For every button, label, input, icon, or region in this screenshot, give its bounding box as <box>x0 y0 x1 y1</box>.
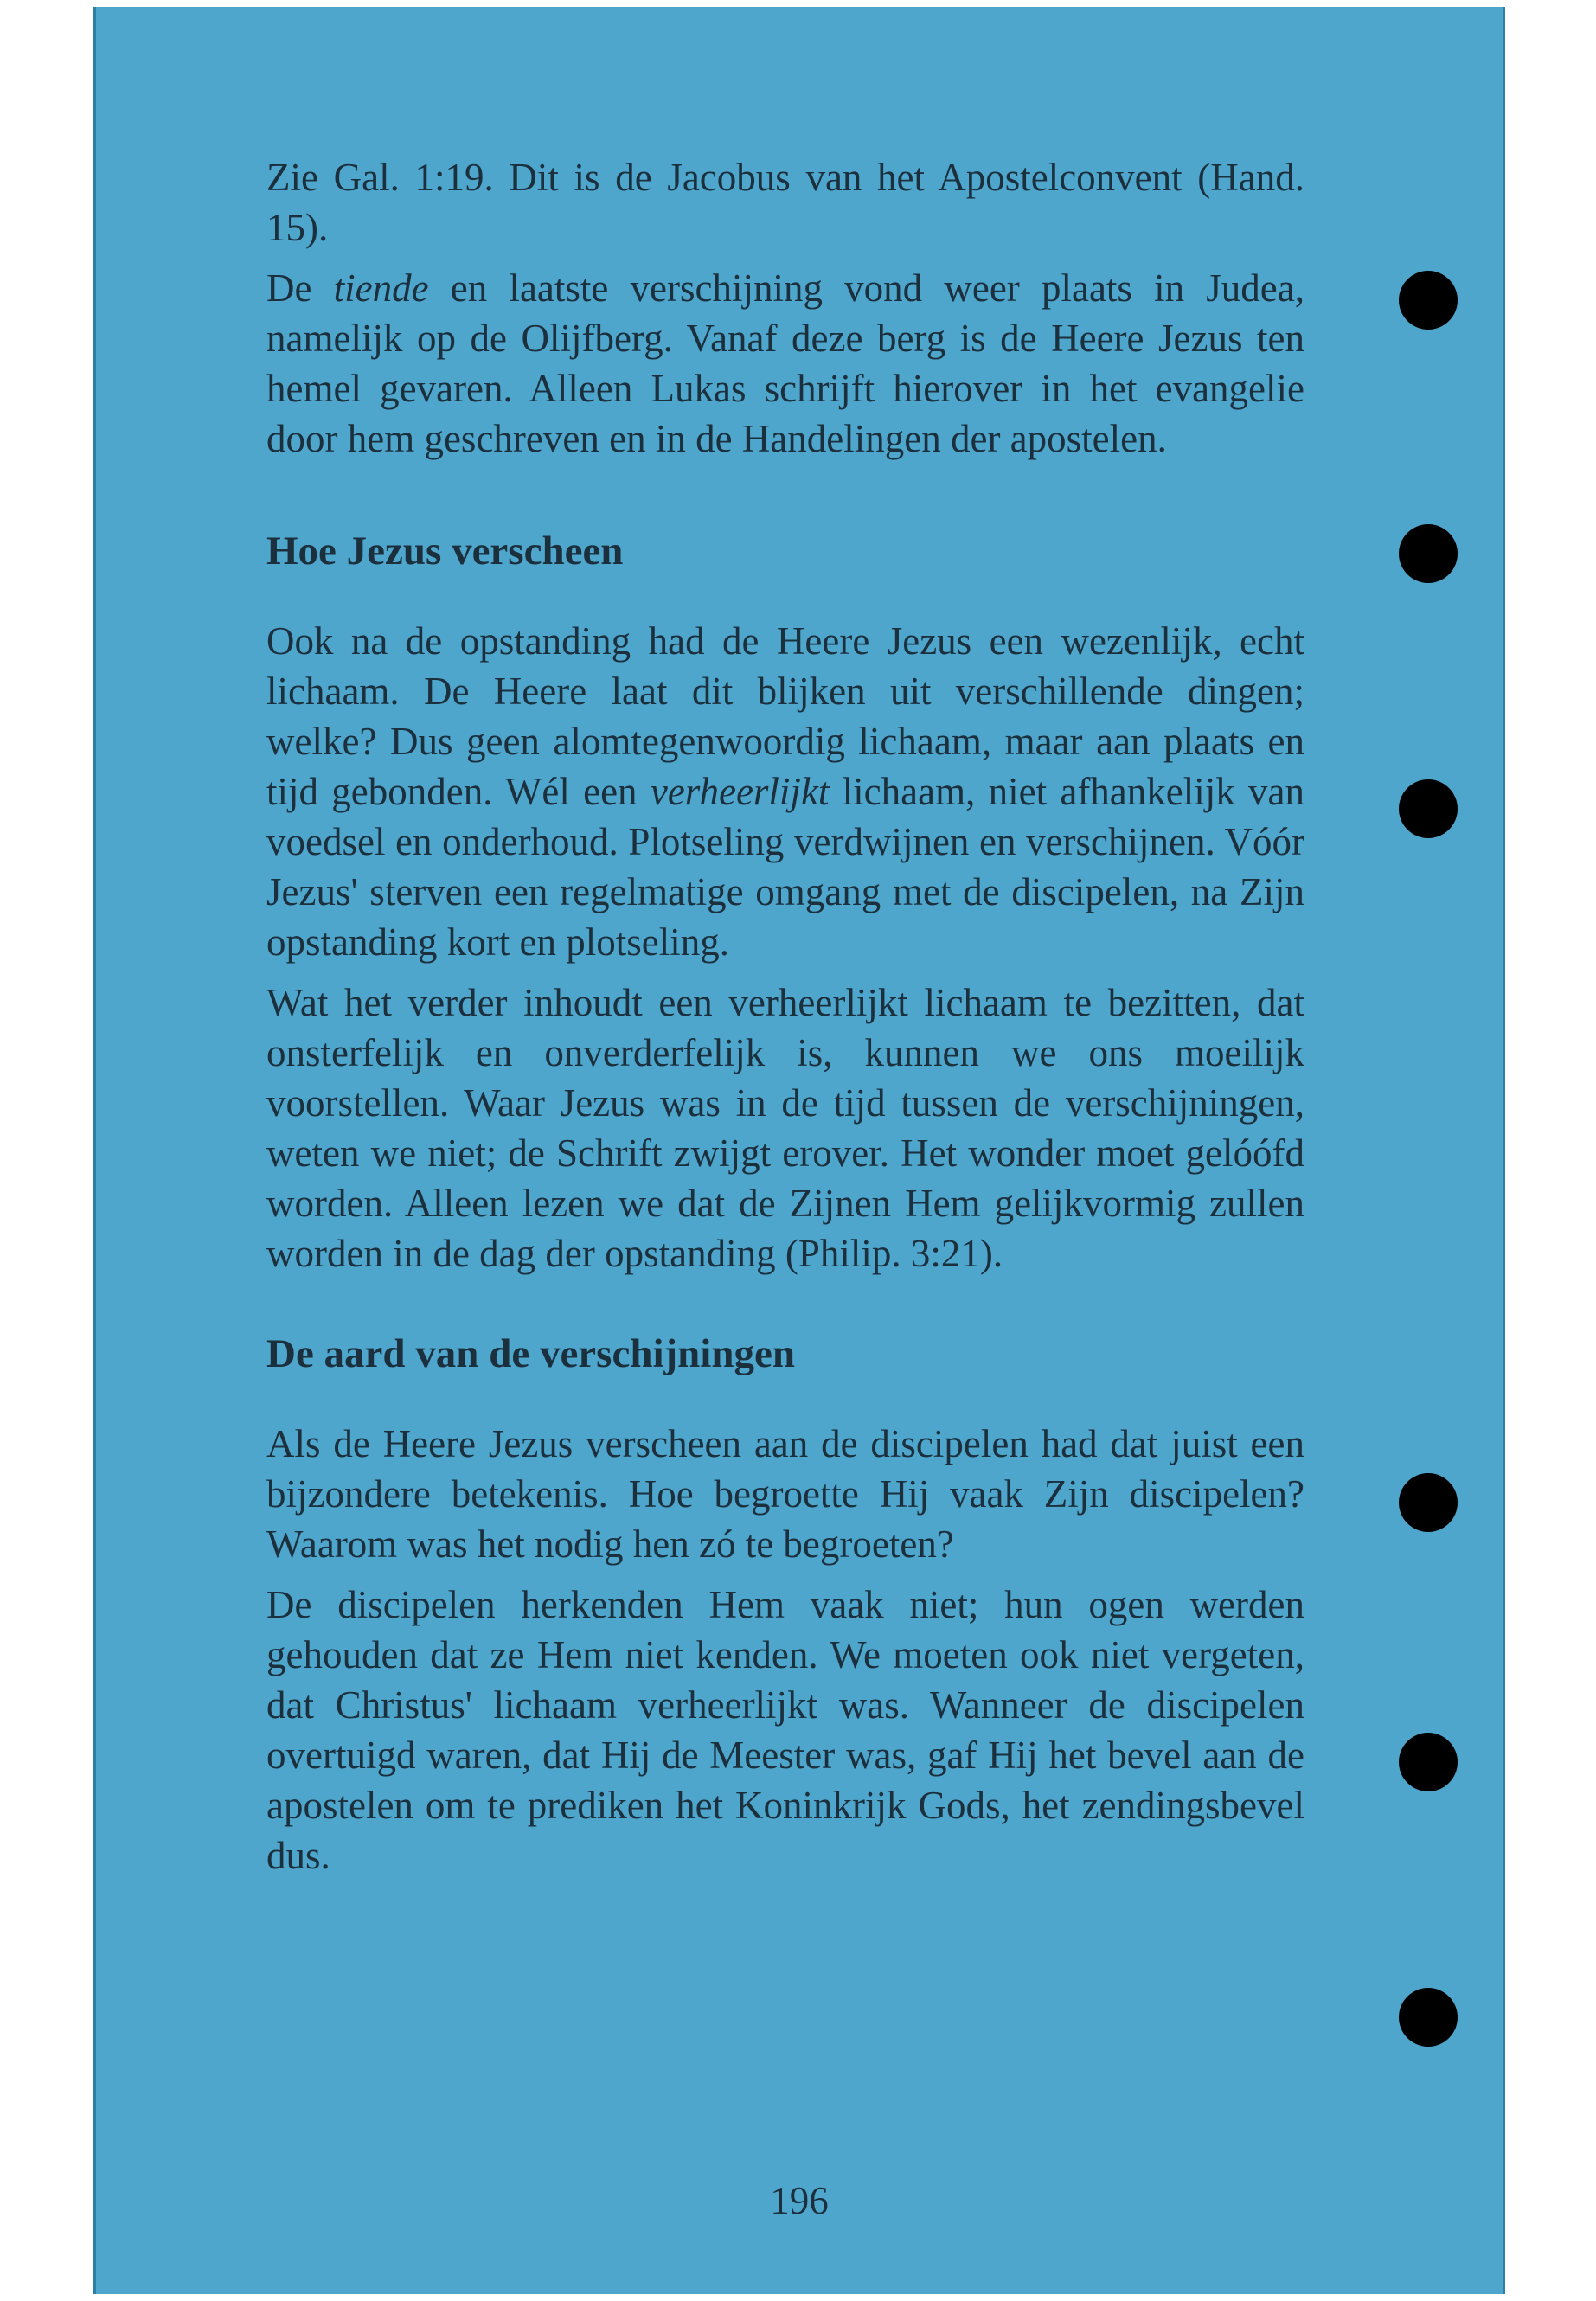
paragraph-6-text: De discipelen herkenden Hem vaak niet; hun ogen werden gehouden dat ze Hem niet kenden. We moeten ook niet vergeten, dat Christus' lichaam verheerlijkt was. Wanneer de discipelen overtuigd waren, dat Hij de Meester was, gaf Hij het bevel aan de apostelen om te prediken het Koninkrijk Gods, het zendingsbevel dus. <box>266 1583 1304 1877</box>
paragraph-4 <box>266 977 1304 1279</box>
binder-hole-1 <box>1399 271 1458 330</box>
binder-hole-3 <box>1399 779 1458 838</box>
paragraph-5-text: Als de Heere Jezus verscheen aan de discipelen had dat juist een bijzondere betekenis. Hoe begroette Hij vaak Zijn discipelen? Waarom was het nodig hen zó te begroeten? <box>266 1422 1304 1566</box>
paragraph-1-text: Zie Gal. 1:19. Dit is de Jacobus van het Apostelconvent (Hand. 15). <box>266 156 1304 249</box>
paragraph-2-text-after: en laatste verschijning vond weer plaats in Judea, namelijk op de Olijfberg. Vanaf deze berg is de Heere Jezus ten hemel gevaren. Alleen Lukas schrijft hierover in het evangelie door hem geschreven en in de Handelingen der apostelen. <box>266 266 1304 460</box>
paragraph-4-text: Wat het verder inhoudt een verheerlijkt lichaam te bezitten, dat onsterfelijk en onverderfelijk is, kunnen we ons moeilijk voorstellen. Waar Jezus was in de tijd tussen de verschijningen, weten we niet; de Schrift zwijgt erover. Het wonder moet gelóófd worden. Alleen lezen we dat de Zijnen Hem gelijkvormig zullen worden in de dag der opstanding (Philip. 3:21). <box>266 981 1304 1275</box>
book-page <box>93 7 1505 2294</box>
binder-hole-6 <box>1399 1988 1458 2047</box>
paragraph-3-emphasis: verheerlijkt <box>650 770 830 813</box>
paragraph-3 <box>266 616 1304 967</box>
paragraph-2 <box>266 263 1304 464</box>
paragraph-6 <box>266 1580 1304 1881</box>
paragraph-3-text-after: lichaam, niet afhankelijk van voedsel en onderhoud. Plotseling verdwijnen en verschijnen. Vóór Jezus' sterven een regelmatige omgang met de discipelen, na Zijn opstanding kort en plotseling. <box>266 770 1304 964</box>
binder-hole-5 <box>1399 1733 1458 1791</box>
paragraph-2-text-before: De <box>266 266 334 310</box>
paragraph-3-text-before: Ook na de opstanding had de Heere Jezus een wezenlijk, echt lichaam. De Heere laat dit blijken uit verschillende dingen; welke? Dus geen alomtegenwoordig lichaam, maar aan plaats en tijd gebonden. Wél een <box>266 619 1304 813</box>
paragraph-5 <box>266 1419 1304 1569</box>
paragraph-2-emphasis: tiende <box>333 266 429 310</box>
binder-hole-2 <box>1399 524 1458 583</box>
page-number: 196 <box>770 2179 829 2222</box>
section-heading-hoe-jezus-verscheen: Hoe Jezus verscheen <box>266 529 624 574</box>
page-content <box>266 152 1304 1891</box>
section-heading-aard-verschijningen: De aard van de verschijningen <box>266 1331 795 1376</box>
binder-hole-4 <box>1399 1473 1458 1532</box>
paragraph-1 <box>266 152 1304 253</box>
